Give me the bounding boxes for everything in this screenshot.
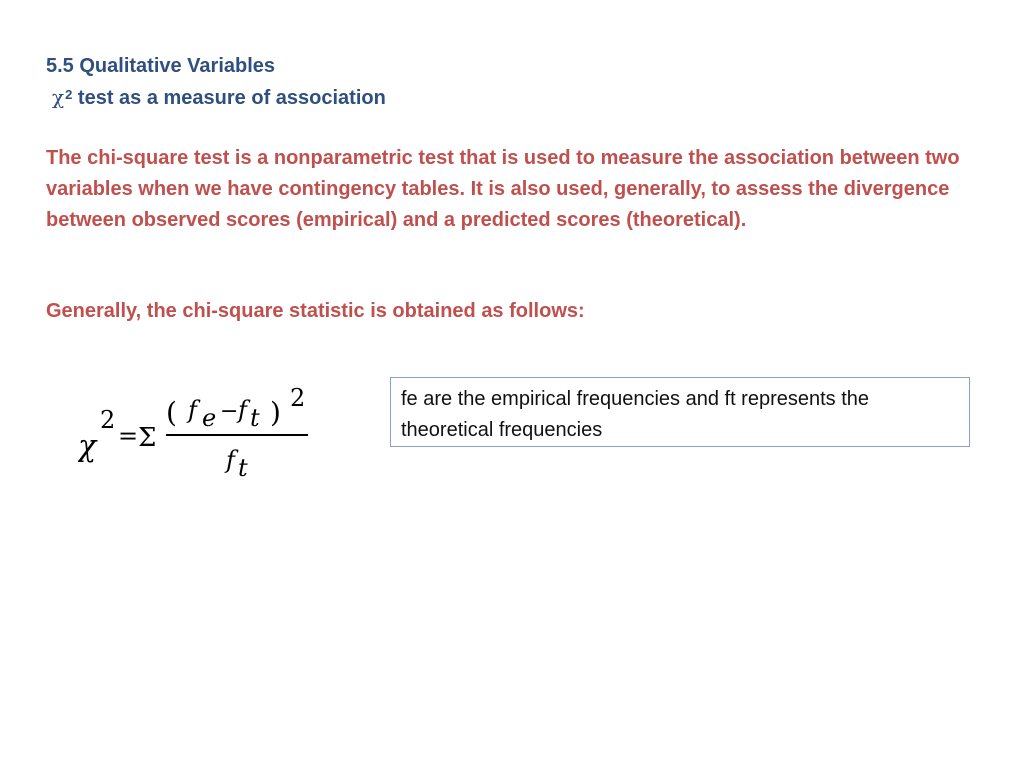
formula-numerator-exponent: 2	[290, 384, 306, 412]
formula-fe-base: f	[188, 396, 197, 424]
formula-ft-sub: t	[250, 404, 260, 432]
description-paragraph: The chi-square test is a nonparametric test that is used to measure the association between two variables when we have contingency tables. It is also used, generally, to assess the divergence between observed scores (empirical) and a predicted scores (theoretical).	[46, 147, 960, 231]
chi-square-formula	[78, 378, 318, 488]
chi-symbol: $\chi^2$	[52, 85, 73, 109]
formula-sum: Σ	[138, 423, 157, 453]
formula-open-paren: (	[166, 396, 177, 429]
formula-chi: χ	[78, 429, 97, 464]
section-title: 5.5 Qualitative Variables	[46, 55, 276, 77]
formula-denominator-sub: t	[238, 454, 248, 482]
section-subtitle	[52, 85, 386, 110]
formula-close-paren: )	[270, 396, 281, 429]
chi-exponent: 2	[65, 87, 73, 102]
subtitle-text: test as a measure of association	[72, 87, 386, 109]
formula-intro: Generally, the chi-square statistic is obtained as follows:	[46, 300, 585, 322]
formula-denominator-base: f	[226, 446, 235, 474]
formula-chi-exponent: 2	[100, 406, 116, 434]
formula-equals: =	[118, 422, 139, 450]
definition-note: fe are the empirical frequencies and ft represents the theoretical frequencies	[390, 377, 970, 447]
formula-ft-base: f	[238, 396, 247, 424]
formula-minus: −	[220, 399, 239, 424]
formula-fe-sub: e	[202, 404, 217, 432]
